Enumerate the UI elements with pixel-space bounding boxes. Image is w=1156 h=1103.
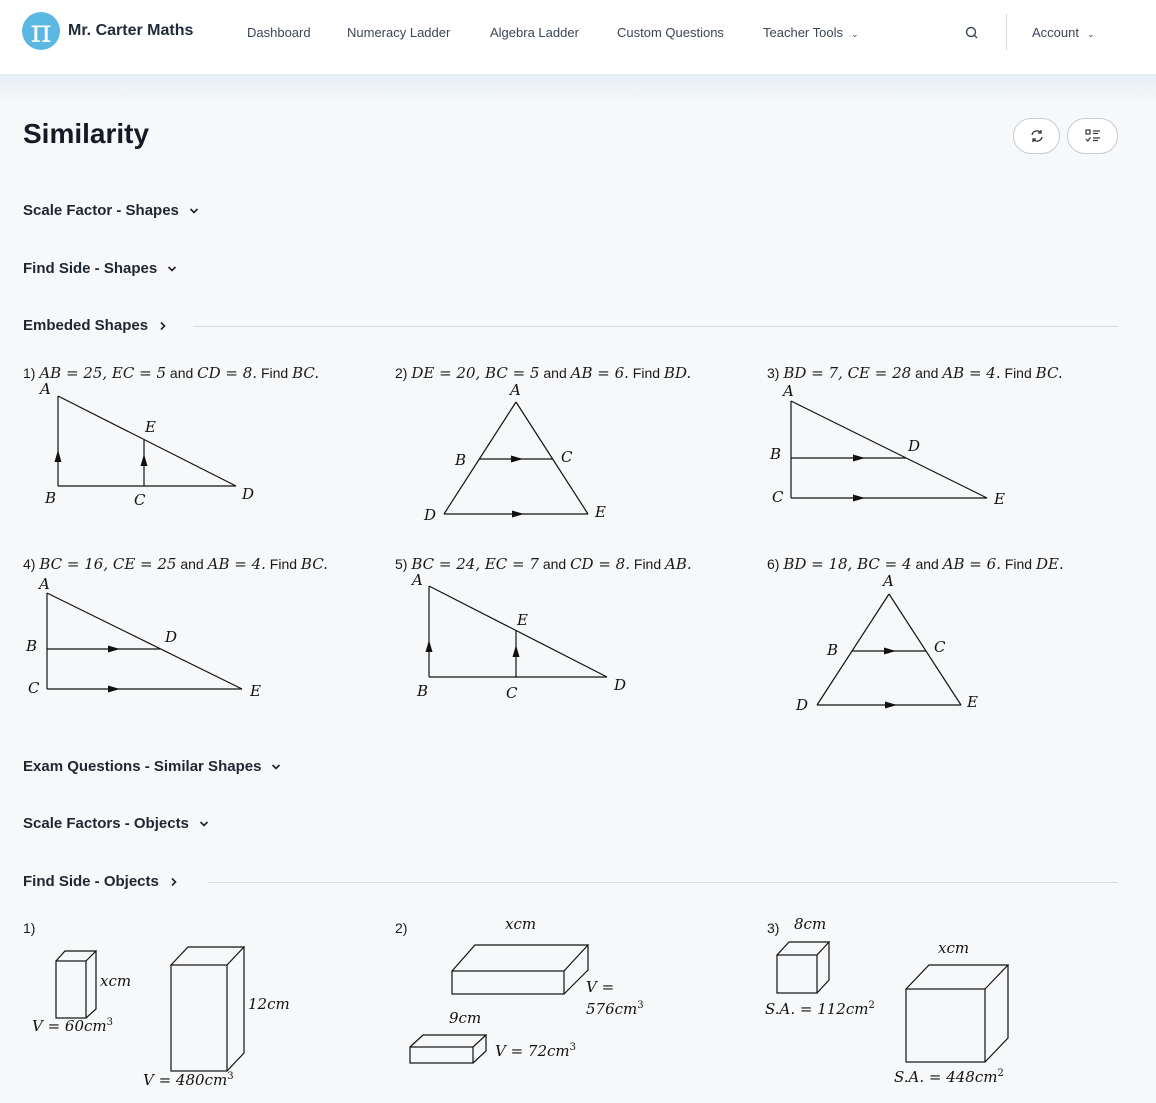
label-b: B xyxy=(455,451,467,469)
question-number: 2) xyxy=(395,365,408,381)
diagram-1 xyxy=(20,378,280,513)
checklist-icon xyxy=(1084,128,1102,144)
object-question-3-number: 3) xyxy=(767,920,780,936)
label-d: D xyxy=(424,506,437,524)
refresh-button[interactable] xyxy=(1013,118,1060,154)
nav-account[interactable] xyxy=(1032,25,1095,40)
question-math: CD = 8. xyxy=(197,364,258,382)
nav-teacher-tools-label: Teacher Tools xyxy=(763,25,843,40)
label-a: A xyxy=(510,381,521,399)
question-and: and xyxy=(542,556,567,572)
label-d: D xyxy=(908,437,921,455)
chevron-down-icon: ⌄ xyxy=(850,29,859,39)
question-number: 4) xyxy=(23,556,36,572)
question-math: AB = 4. xyxy=(207,555,266,573)
diagram-2 xyxy=(420,378,620,528)
label-d: D xyxy=(614,676,627,694)
question-math: AB = 4. xyxy=(942,364,1001,382)
question-target: AB. xyxy=(665,555,692,573)
pi-logo-icon[interactable]: π xyxy=(22,12,60,50)
question-find: Find xyxy=(633,556,662,572)
label-c: C xyxy=(772,488,784,506)
diagram-3 xyxy=(765,378,1025,513)
question-target: BC. xyxy=(1035,364,1063,382)
large-slab-volume-value: $576cm^3$ xyxy=(586,1000,644,1018)
question-number: 5) xyxy=(395,556,408,572)
nav-dashboard[interactable]: Dashboard xyxy=(247,25,311,40)
question-number: 1) xyxy=(23,365,36,381)
label-b: B xyxy=(770,445,782,463)
brand-name[interactable]: Mr. Carter Maths xyxy=(68,22,194,39)
question-4 xyxy=(23,555,328,573)
question-math: BD = 18, BC = 4 xyxy=(783,555,912,573)
chevron-right-icon xyxy=(169,877,179,887)
question-number: 6) xyxy=(767,556,780,572)
label-e: E xyxy=(967,693,978,711)
label-d: D xyxy=(165,628,178,646)
label-e: E xyxy=(145,418,156,436)
label-b: B xyxy=(26,637,38,655)
question-and: and xyxy=(180,556,204,572)
small-slab-volume: $V = 72cm^3$ xyxy=(495,1042,577,1060)
checklist-button[interactable] xyxy=(1067,118,1118,154)
label-c: C xyxy=(506,684,518,702)
question-math: BC = 16, CE = 25 xyxy=(39,555,177,573)
question-find: Find xyxy=(1004,365,1032,381)
large-prism-side: 12cm xyxy=(248,995,290,1013)
question-math: AB = 6. xyxy=(942,555,1001,573)
small-cube-surface-area: S.A. = $112cm^2$ xyxy=(765,1000,875,1018)
label-b: B xyxy=(45,489,57,507)
label-c: C xyxy=(134,491,146,509)
section-label: Scale Factors - Objects xyxy=(23,815,189,832)
section-exam-questions[interactable] xyxy=(23,758,281,775)
nav-account-label: Account xyxy=(1032,25,1079,40)
label-b: B xyxy=(827,641,839,659)
chevron-down-icon xyxy=(167,264,177,274)
section-scale-factors-objects[interactable] xyxy=(23,815,209,832)
label-e: E xyxy=(517,611,528,629)
large-cube-surface-area: S.A. = $448cm^2$ xyxy=(894,1068,1004,1086)
label-d: D xyxy=(242,485,255,503)
object-diagram-3 xyxy=(760,910,1060,1095)
nav-numeracy-ladder[interactable]: Numeracy Ladder xyxy=(347,25,451,40)
section-find-side-shapes[interactable] xyxy=(23,260,177,277)
question-math: AB = 25, EC = 5 xyxy=(39,364,167,382)
label-e: E xyxy=(994,490,1005,508)
diagram-4 xyxy=(20,572,280,707)
question-and: and xyxy=(543,365,567,381)
chevron-down-icon xyxy=(199,819,209,829)
section-label: Find Side - Shapes xyxy=(23,260,158,277)
label-a: A xyxy=(783,382,794,400)
label-d: D xyxy=(796,696,809,714)
label-e: E xyxy=(250,682,261,700)
question-math: CD = 8. xyxy=(570,555,630,573)
section-label: Exam Questions - Similar Shapes xyxy=(23,758,262,775)
section-divider xyxy=(193,326,1118,327)
question-target: BC. xyxy=(292,364,320,382)
diagram-5 xyxy=(400,572,640,707)
nav-custom-questions[interactable]: Custom Questions xyxy=(617,25,724,40)
question-math: BD = 7, CE = 28 xyxy=(783,364,912,382)
object-diagram-1 xyxy=(20,935,300,1095)
object-question-1-number: 1) xyxy=(23,920,36,936)
chevron-down-icon xyxy=(189,206,199,216)
large-prism-volume: $V = 480cm^3$ xyxy=(143,1071,234,1089)
question-find: Find xyxy=(269,556,298,572)
question-and: and xyxy=(169,365,194,381)
top-navbar xyxy=(0,0,1156,75)
nav-algebra-ladder[interactable]: Algebra Ladder xyxy=(490,25,579,40)
header-shadow xyxy=(0,75,1156,105)
small-prism-volume: $V = 60cm^3$ xyxy=(32,1017,114,1035)
question-target: BC. xyxy=(300,555,328,573)
chevron-down-icon xyxy=(271,762,281,772)
section-label: Find Side - Objects xyxy=(23,873,159,890)
question-5 xyxy=(395,555,692,573)
question-math: DE = 20, BC = 5 xyxy=(411,364,540,382)
large-slab-volume: V = xyxy=(586,978,615,996)
section-embeded-shapes[interactable] xyxy=(23,317,168,334)
small-slab-side: 9cm xyxy=(449,1009,482,1027)
section-scale-factor-shapes[interactable] xyxy=(23,202,199,219)
label-a: A xyxy=(39,575,50,593)
question-and: and xyxy=(915,365,939,381)
section-label: Embeded Shapes xyxy=(23,317,149,334)
label-a: A xyxy=(412,572,423,589)
refresh-icon xyxy=(1029,128,1045,144)
section-find-side-objects[interactable] xyxy=(23,873,179,890)
large-slab-side: xcm xyxy=(505,915,537,933)
search-icon[interactable] xyxy=(963,24,981,42)
label-c: C xyxy=(934,638,946,656)
question-target: BD. xyxy=(663,364,692,382)
label-c: C xyxy=(28,679,40,697)
question-target: DE. xyxy=(1035,555,1064,573)
label-a: A xyxy=(883,572,894,590)
object-diagram-2 xyxy=(400,910,660,1075)
nav-teacher-tools[interactable] xyxy=(763,25,859,40)
chevron-right-icon xyxy=(158,321,168,331)
question-find: Find xyxy=(1004,556,1033,572)
small-prism-side: xcm xyxy=(100,972,132,990)
label-e: E xyxy=(595,503,606,521)
large-cube-side: xcm xyxy=(938,939,970,957)
label-b: B xyxy=(417,682,429,700)
diagram-6 xyxy=(792,572,992,722)
page-title: Similarity xyxy=(23,118,150,149)
chevron-down-icon: ⌄ xyxy=(1086,29,1095,39)
question-find: Find xyxy=(632,365,661,381)
label-c: C xyxy=(561,448,573,466)
question-and: and xyxy=(915,556,939,572)
nav-divider xyxy=(1006,14,1007,50)
section-divider xyxy=(208,882,1118,883)
section-label: Scale Factor - Shapes xyxy=(23,202,179,219)
question-find: Find xyxy=(260,365,289,381)
small-cube-side: 8cm xyxy=(794,915,827,933)
question-math: AB = 6. xyxy=(570,364,629,382)
label-a: A xyxy=(40,380,51,398)
question-math: BC = 24, EC = 7 xyxy=(411,555,539,573)
object-question-2-number: 2) xyxy=(395,920,408,936)
question-6 xyxy=(767,555,1064,573)
question-number: 3) xyxy=(767,365,780,381)
